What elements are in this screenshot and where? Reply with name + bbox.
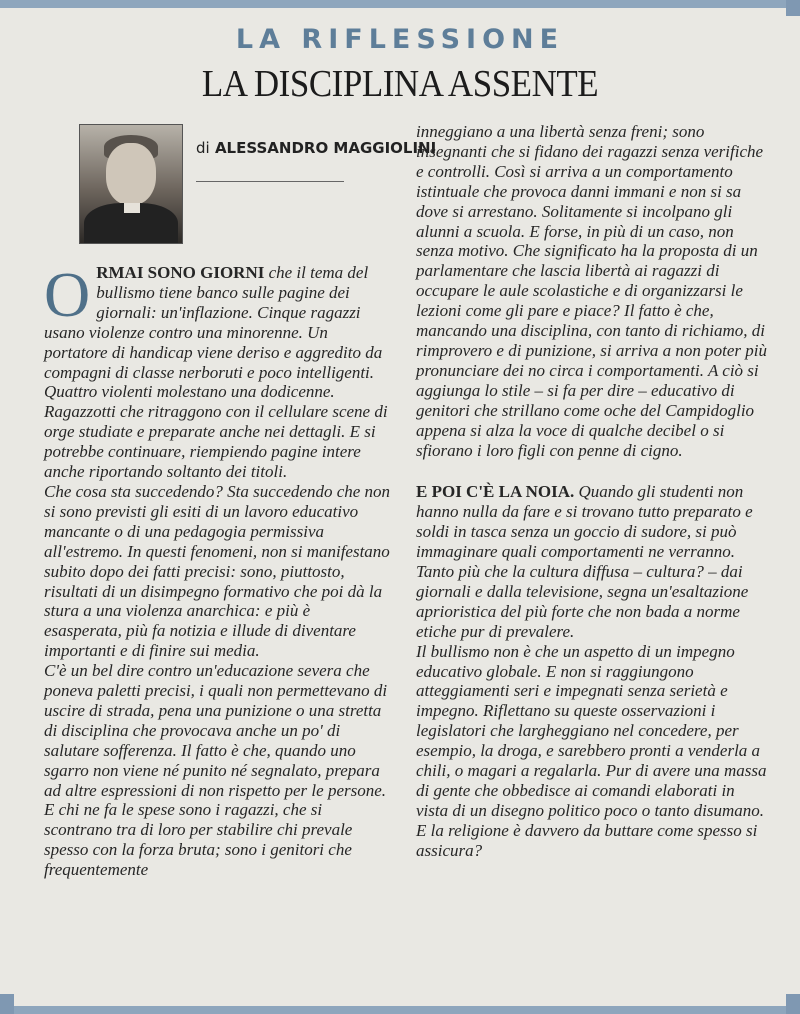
- paragraph-5: [416, 482, 768, 641]
- paragraph-2: Che cosa sta succedendo? Sta succedendo che non si sono previsti gli esiti di un lavoro educativo mancante o di una pedagogia permissiva all'estremo. In questi fenomeni, non si manifestano subito dopo dei fatti precisi: sono, piuttosto, risultati di un disimpegno formativo che poi dà la stura a una violenza anarchica: e più è esasperata, più fa notizia e illude di diventare importanti e di finire sui media.: [44, 481, 391, 661]
- bottom-right-corner: [786, 994, 800, 1014]
- lead-in-2: E POI C'È LA NOIA.: [416, 482, 575, 502]
- drop-cap: O: [44, 259, 91, 330]
- lead-in-1: RMAI SONO GIORNI: [96, 263, 265, 282]
- paragraph-1: [44, 259, 392, 482]
- section-kicker: LA RIFLESSIONE: [235, 24, 565, 55]
- top-right-corner: [786, 0, 800, 16]
- paragraph-3: C'è un bel dire contro un'educazione severa che poneva paletti precisi, i quali non permettevano di uscire di strada, pena una punizione o una stretta di disciplina che provocava anche un po' di salutare sofferenza. Il fatto è che, quando uno sgarro non viene né punito né segnalato, prepara ad altre espressioni di non rispetto per le persone. E chi ne fa le spese sono i ragazzi, che si scontrano tra di loro per stabilire chi prevale spesso con la forza bruta; sono i genitori che frequentemente: [44, 661, 388, 880]
- bottom-border: [0, 1006, 800, 1014]
- byline-author: ALESSANDRO MAGGIOLINI: [214, 139, 437, 157]
- article-column-2: [416, 122, 768, 861]
- photo-collar: [124, 203, 140, 213]
- photo-face: [106, 143, 156, 205]
- paragraph-gap: [416, 460, 768, 482]
- paragraph-1-text: che il tema del bullismo tiene banco sulle pagine dei giornali: un'inflazione. Cinque ragazzi usano violenze contro una minorenne. Un portatore di handicap viene deriso e aggredito da compagni di classe nerboruti e poco intelligenti. Quattro violenti molestano una dodicenne. Ragazzotti che ritraggono con il cellulare scene di orge studiate e preparate anche nei dettagli. E si potrebbe continuare, riempiendo pagine intere anche riportando soltanto dei titoli.: [44, 263, 388, 482]
- bottom-left-corner: [0, 994, 14, 1014]
- byline: [196, 139, 436, 157]
- paragraph-6: Il bullismo non è che un aspetto di un impegno educativo globale. E non si raggiungono atteggiamenti seri e impegnati senza serietà e impegno. Riflettano su queste osservazioni i legislatori che largheggiano nel concedere, per esempio, la droga, e sarebbero pronti a venderla a chili, o magari a regalarla. Pur di avere una massa di gente che obbedisce ai comandi elaborati in vista di un disegno politico poco o tanto disumano. E la religione è davvero da buttare come spesso si assicura?: [416, 641, 767, 860]
- author-photo: [79, 124, 183, 244]
- article-title: LA DISCIPLINA ASSENTE: [201, 63, 599, 105]
- byline-rule: [196, 181, 344, 182]
- article-column-1: [44, 259, 392, 880]
- paragraph-5-text: Quando gli studenti non hanno nulla da fare e si trovano tutto preparato e soldi in tasca senza un goccio di sudore, si può immaginare quali comportamenti ne verranno. Tanto più che la cultura diffusa – cultura? – dai giornali e dalla televisione, segna un'esaltazione aprioristica del più forte che non bada a norme etiche pur di prevalere.: [416, 482, 753, 641]
- top-border: [0, 0, 800, 8]
- paragraph-4: inneggiano a una libertà senza freni; sono insegnanti che si fidano dei ragazzi senza verifiche e controlli. Così si arriva a un comportamento istintuale che provoca danni immani e non si sa dove si arrestano. Solitamente si incolpano gli alunni a scuola. E forse, in più di un caso, non senza motivo. Che significato ha la proposta di un parlamentare che lascia libertà ai ragazzi di occupare le aule scolastiche e di organizzarsi le lezioni come gli pare e piace? Il fatto è che, mancando una disciplina, con tanto di richiamo, di rimprovero e di punizione, si arriva a non poter più pronunciare dei no circa i comportamenti. A ciò si aggiunga lo stile – si fa per dire – educativo di genitori che strillano come oche del Campidoglio appena si alza la voce di qualche decibel o si sfiorano i loro figli con penne di cigno.: [416, 122, 767, 460]
- byline-prefix: di: [196, 139, 210, 157]
